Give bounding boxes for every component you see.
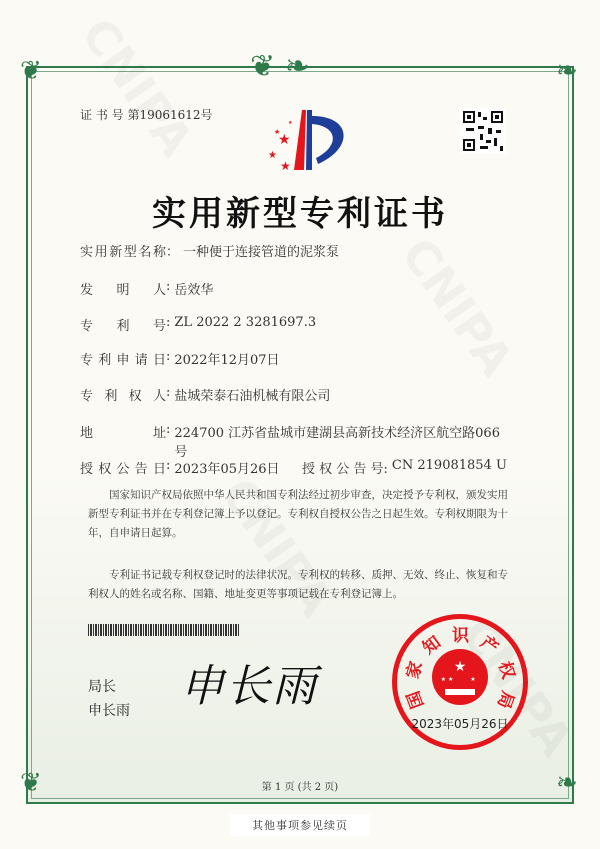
continued-note: 其他事项参见续页 xyxy=(230,814,370,836)
label-char: 日 xyxy=(152,462,166,477)
label-char: 专 xyxy=(80,389,94,404)
corner-ornament-icon: ❧ xyxy=(556,768,578,798)
director-name: 申长雨 xyxy=(88,703,130,719)
field-row xyxy=(80,458,280,477)
svg-text:★: ★ xyxy=(274,128,281,136)
field-row xyxy=(80,422,500,460)
field-value xyxy=(174,422,500,460)
seal-char: 知 xyxy=(419,632,445,659)
label-char: 号 xyxy=(152,319,166,334)
label-char: 新 xyxy=(109,245,123,260)
field-label xyxy=(80,458,166,477)
seal-char: 家 xyxy=(402,658,428,681)
field-value: CN 219081854 U xyxy=(391,458,507,473)
value-line: 岳效华 xyxy=(174,283,214,298)
top-ornament-icon: ❦ ❧ xyxy=(250,49,310,84)
qr-code xyxy=(460,108,506,154)
seal-char: 产 xyxy=(476,632,502,659)
label-char: 公 xyxy=(116,462,130,477)
label-char: 申 xyxy=(116,353,130,368)
cnipa-logo-icon xyxy=(262,108,352,178)
seal-char: 局 xyxy=(492,688,518,712)
value-line: 224700 江苏省盐城市建湖县高新技术经济区航空路066 xyxy=(174,426,500,441)
separator: ： xyxy=(166,245,180,260)
separator: : xyxy=(166,279,171,294)
svg-text:★: ★ xyxy=(268,150,277,161)
label-char: 发 xyxy=(80,283,94,298)
separator: : xyxy=(166,422,171,437)
field-label xyxy=(80,422,166,460)
label-char: 人 xyxy=(152,283,166,298)
seal-char: 权 xyxy=(493,658,519,681)
value-line: 盐城荣泰石油机械有限公司 xyxy=(174,389,331,404)
label-char: 利 xyxy=(98,353,112,368)
svg-text:★: ★ xyxy=(288,120,293,126)
seal-char: 识 xyxy=(452,626,469,646)
field-label: 授 权 公 告 号: xyxy=(302,462,388,477)
corner-ornament-icon: ❦ xyxy=(20,768,42,798)
value-line: 一种便于连接管道的泥浆泵 xyxy=(183,245,340,260)
svg-text:★: ★ xyxy=(278,132,291,148)
field-value xyxy=(174,349,279,368)
svg-text:★ ★: ★ ★ xyxy=(440,676,454,683)
field-row xyxy=(80,385,330,404)
label-char: 授 xyxy=(80,462,94,477)
corner-ornament-icon: ❦ xyxy=(20,56,42,86)
separator: : xyxy=(166,385,171,400)
barcode xyxy=(88,624,240,636)
svg-text:★: ★ xyxy=(280,159,291,173)
label-char: 名 xyxy=(138,245,152,260)
separator: : xyxy=(166,349,171,364)
seal-date: 2023年05月26日 xyxy=(411,717,509,731)
seal-char: 国 xyxy=(403,688,429,712)
body-paragraph: 国家知识产权局依照中华人民共和国专利法经过初步审查，决定授予专利权，颁发实用新型专利证书并在专利登记簿上予以登记。专利权自授权公告之日起生效。专利权期限为十年，自申请日起算。 xyxy=(88,489,508,539)
label-char: 日 xyxy=(152,353,166,368)
label-char: 用 xyxy=(94,245,108,260)
label-char: 址 xyxy=(152,426,166,441)
svg-text:★: ★ xyxy=(453,659,467,675)
separator: : xyxy=(166,458,171,473)
body-paragraph: 专利证书记载专利权登记时的法律状况。专利权的转移、质押、无效、终止、恢复和专利权人的姓名或名称、国籍、地址变更等事项记载在专利登记簿上。 xyxy=(88,569,508,600)
director-title: 局长 xyxy=(88,679,116,695)
label-char: 利 xyxy=(104,389,118,404)
label-char: 告 xyxy=(134,462,148,477)
page-number: 第 1 页 (共 2 页) xyxy=(261,782,339,793)
corner-ornament-icon: ❧ xyxy=(556,56,578,86)
label-char: 利 xyxy=(116,319,130,334)
field-label xyxy=(80,385,166,404)
label-char: 专 xyxy=(80,353,94,368)
field-row xyxy=(80,349,280,368)
svg-text:★: ★ xyxy=(470,676,476,683)
field-value xyxy=(174,385,330,404)
field-row xyxy=(80,241,339,260)
label-char: 地 xyxy=(80,426,94,441)
label-char: 请 xyxy=(134,353,148,368)
field-value xyxy=(183,241,339,260)
value-line: ZL 2022 2 3281697.3 xyxy=(174,315,317,330)
publication-number-row xyxy=(302,458,507,477)
value-line: 2022年12月07日 xyxy=(174,353,280,368)
label-char: 称 xyxy=(152,245,166,260)
field-value xyxy=(174,315,316,334)
value-line: 2023年05月26日 xyxy=(174,462,280,477)
label-char: 权 xyxy=(98,462,112,477)
value-line: 号 xyxy=(174,445,188,460)
field-row xyxy=(80,315,316,334)
field-label xyxy=(80,279,166,298)
label-char: 专 xyxy=(80,319,94,334)
field-row xyxy=(80,279,213,298)
certificate-title: 实用新型专利证书 xyxy=(152,194,448,234)
field-label xyxy=(80,349,166,368)
field-label xyxy=(80,315,166,334)
certificate-number: 证 书 号 第19061612号 xyxy=(80,108,213,122)
field-value xyxy=(174,279,213,298)
official-seal xyxy=(392,614,528,750)
label-char: 明 xyxy=(116,283,130,298)
label-char: 权 xyxy=(128,389,142,404)
signature: 申长雨 xyxy=(180,661,318,712)
label-char: 人 xyxy=(152,389,166,404)
separator: : xyxy=(166,315,171,330)
label-char: 实 xyxy=(80,245,94,260)
field-value xyxy=(174,458,279,477)
label-char: 型 xyxy=(123,245,137,260)
field-label xyxy=(80,241,166,260)
